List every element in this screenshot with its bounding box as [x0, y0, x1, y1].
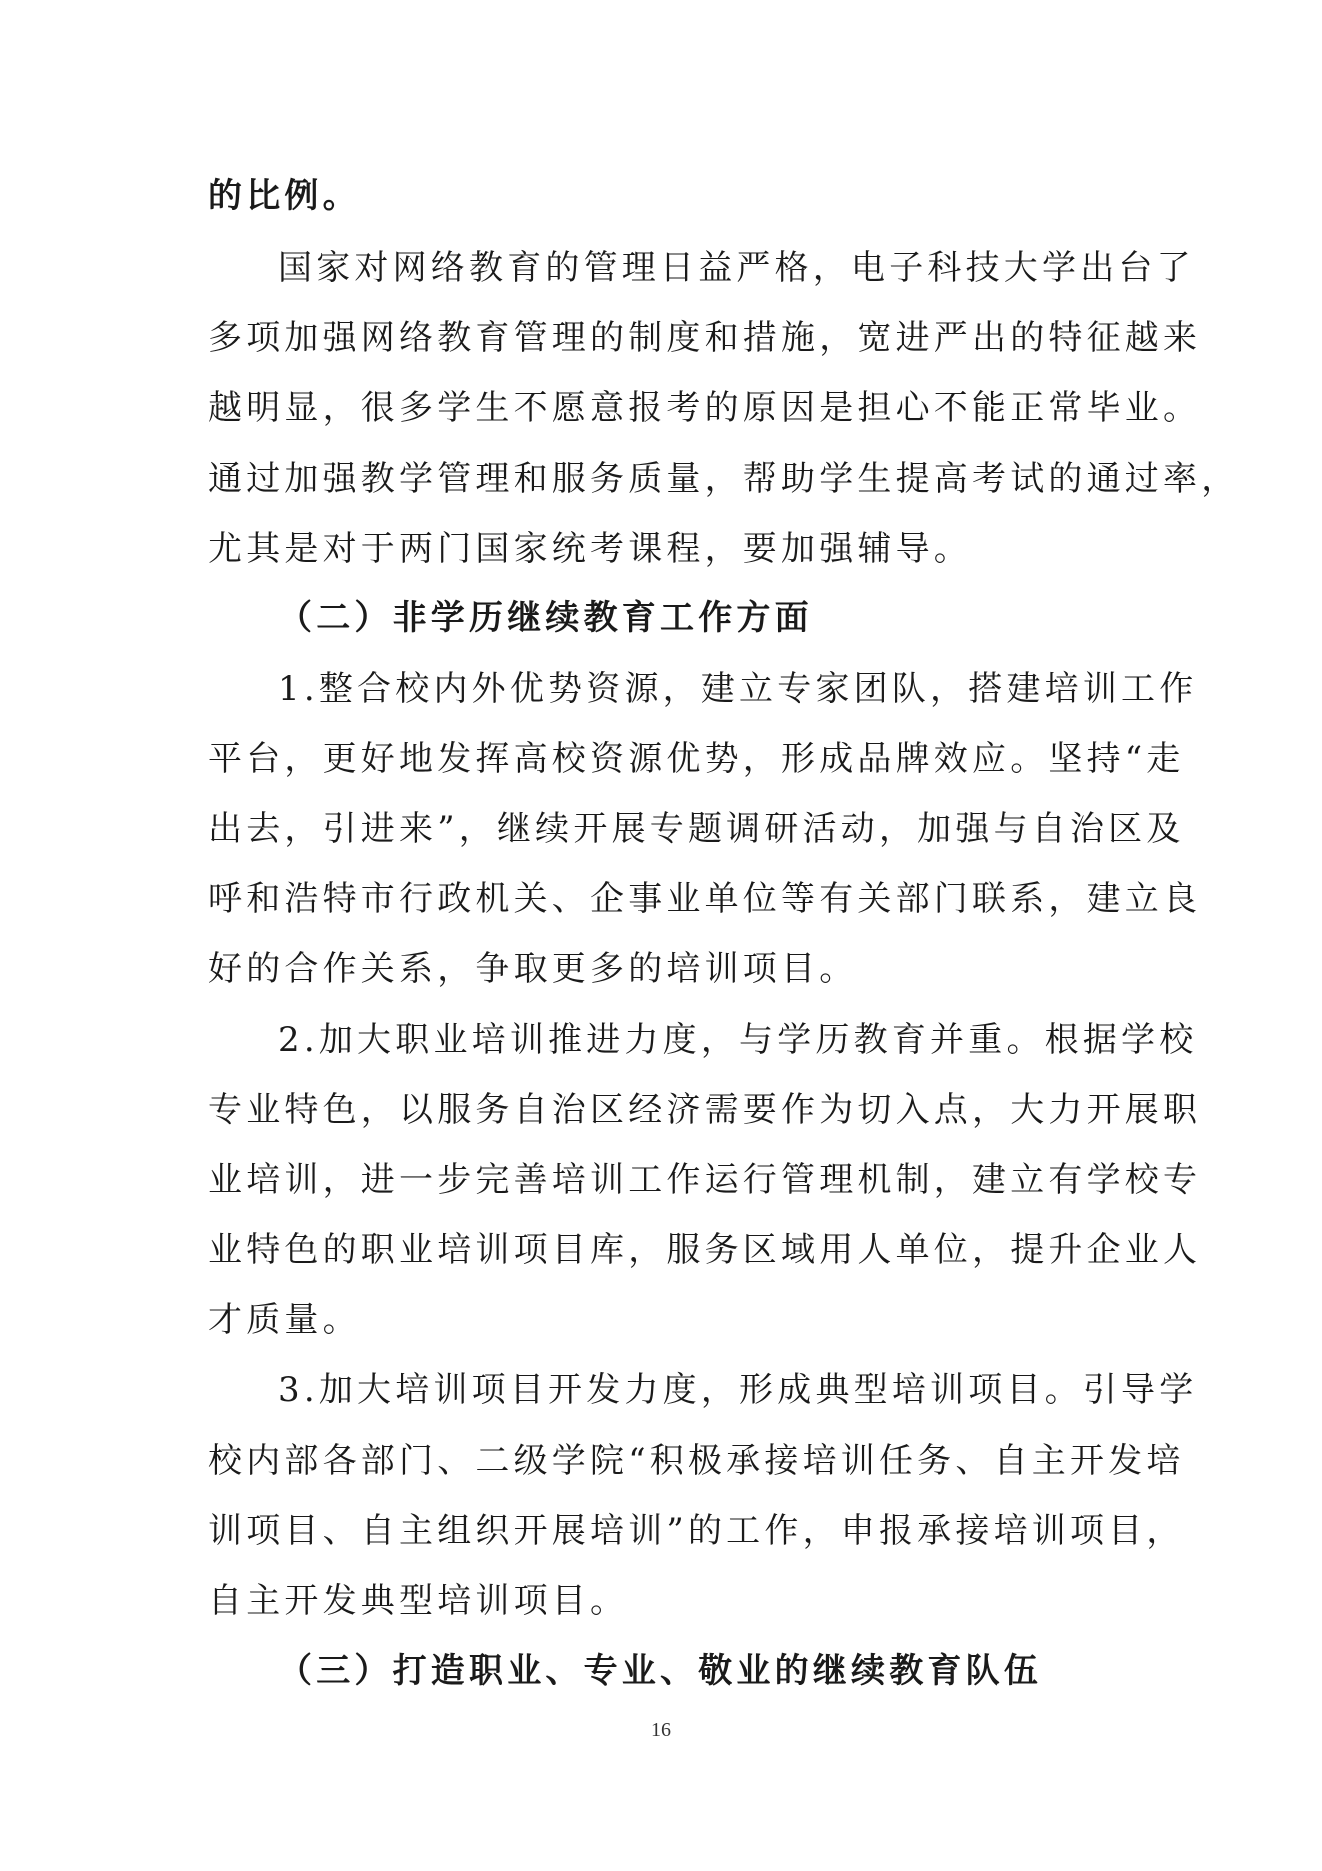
paragraph-line: 校内部各部门、二级学院“积极承接培训任务、自主开发培 — [208, 1441, 1185, 1481]
paragraph-line: 国家对网络教育的管理日益严格，电子科技大学出台了 — [278, 248, 1195, 288]
paragraph-line: 平台，更好地发挥高校资源优势，形成品牌效应。坚持“走 — [208, 739, 1185, 779]
paragraph-line: 2.加大职业培训推进力度，与学历教育并重。根据学校 — [278, 1020, 1198, 1060]
paragraph-line: 才质量。 — [208, 1300, 361, 1340]
page-number: 16 — [651, 1719, 671, 1741]
paragraph-line: 训项目、自主组织开展培训”的工作，申报承接培训项目， — [208, 1511, 1185, 1551]
paragraph-line: 业特色的职业培训项目库，服务区域用人单位，提升企业人 — [208, 1230, 1202, 1270]
section-heading: （三）打造职业、专业、敬业的继续教育队伍 — [278, 1651, 1042, 1691]
paragraph-line: 通过加强教学管理和服务质量，帮助学生提高考试的通过率， — [208, 459, 1240, 499]
paragraph-line: 的比例。 — [208, 176, 361, 216]
paragraph-line: 1.整合校内外优势资源，建立专家团队，搭建培训工作 — [278, 669, 1198, 709]
paragraph-line: 业培训，进一步完善培训工作运行管理机制，建立有学校专 — [208, 1160, 1202, 1200]
paragraph-line: 越明显，很多学生不愿意报考的原因是担心不能正常毕业。 — [208, 388, 1202, 428]
paragraph-line: 专业特色，以服务自治区经济需要作为切入点，大力开展职 — [208, 1090, 1202, 1130]
paragraph-line: 自主开发典型培训项目。 — [208, 1581, 629, 1621]
paragraph-line: 3.加大培训项目开发力度，形成典型培训项目。引导学 — [278, 1370, 1198, 1410]
paragraph-line: 尤其是对于两门国家统考课程，要加强辅导。 — [208, 529, 972, 569]
paragraph-line: 呼和浩特市行政机关、企事业单位等有关部门联系，建立良 — [208, 879, 1202, 919]
section-heading: （二）非学历继续教育工作方面 — [278, 598, 813, 638]
paragraph-line: 出去，引进来”，继续开展专题调研活动，加强与自治区及 — [208, 809, 1185, 849]
paragraph-line: 好的合作关系，争取更多的培训项目。 — [208, 949, 858, 989]
paragraph-line: 多项加强网络教育管理的制度和措施，宽进严出的特征越来 — [208, 318, 1202, 358]
